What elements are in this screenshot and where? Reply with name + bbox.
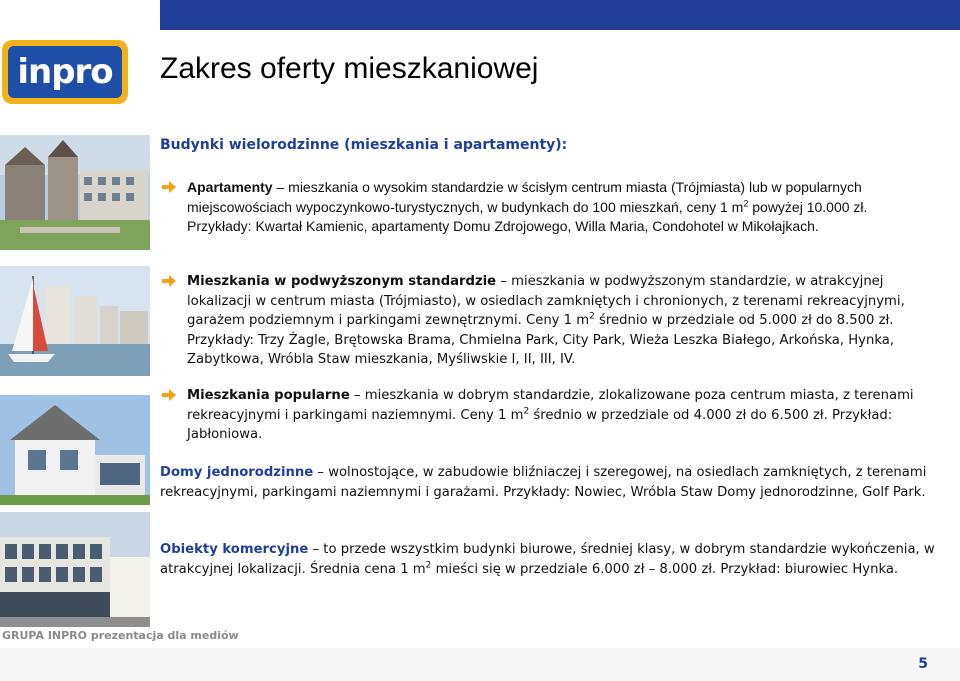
superscript: 2: [425, 560, 432, 571]
para-text-cont: mieści się w przedziale 6.000 zł – 8.000 zł. Przykład: biurowiec Hynka.: [431, 561, 899, 577]
para-term: Obiekty komercyjne: [160, 542, 309, 557]
page-title: Zakres oferty mieszkaniowej: [160, 52, 539, 85]
top-bar: [160, 0, 960, 30]
para-obiekty: [160, 540, 950, 579]
arrow-right-icon: [162, 388, 176, 402]
bullet-term: Apartamenty: [187, 179, 273, 195]
bullet-term: Mieszkania w podwyższonym standardzie: [187, 274, 497, 289]
bottom-bar: [0, 648, 960, 681]
para-text: – wolnostojące, w zabudowie bliźniaczej i szeregowej, na osiedlach zamkniętych, z terenami rekreacyjnymi, parkingami naziemnymi i garażami. Przykłady: Nowiec, Wróbla Staw Domy jednorodzinne, Golf Park.: [160, 465, 927, 500]
bullet-popularne: [162, 386, 922, 445]
para-term: Domy jednorodzinne: [160, 465, 314, 480]
bullet-text: – mieszkania w dobrym standardzie, zlokalizowane poza centrum miasta, z terenami rekreacyjnymi i parkingami naziemnymi. Ceny 1 m: [187, 388, 914, 423]
arrow-right-icon: [162, 180, 176, 194]
bullet-apartamenty: [162, 178, 922, 237]
bullet-text: – mieszkania o wysokim standardzie w ścisłym centrum miasta (Trójmiasta) lub w popularnych miejscowościach wypoczynkowo-turystycznych, w budynkach do 100 mieszkań, ceny 1 m: [187, 179, 862, 215]
page-number: 5: [918, 656, 928, 672]
photo-sailboat: [0, 266, 150, 376]
photo-office: [0, 512, 150, 627]
para-domy: [160, 463, 950, 502]
bullet-text-cont: powyżej 10.000 zł. Przykłady: Kwartał Kamienic, apartamenty Domu Zdrojowego, Willa Maria, Condohotel w Mikołajkach.: [187, 198, 868, 234]
section-subtitle: Budynki wielorodzinne (mieszkania i apartamenty):: [160, 137, 568, 153]
inpro-logo: [2, 40, 128, 104]
bullet-text-cont: średnio w przedziale od 5.000 zł do 8.500 zł. Przykłady: Trzy Żagle, Brętowska Brama, Chmielna Park, City Park, Wieża Leszka Białego, Arkońska, Hynka, Zabytkowa, Wróbla Staw mieszkania, Myśliwskie I, II, III, IV.: [187, 313, 895, 367]
bullet-podwyzszony: [162, 272, 922, 370]
footer-text: GRUPA INPRO prezentacja dla mediów: [2, 629, 239, 642]
para-text: – to przede wszystkim budynki biurowe, średniej klasy, w dobrym standardzie wykończenia, w atrakcyjnej lokalizacji. Średnia cena 1 m: [160, 542, 935, 577]
bullet-text: – mieszkania w podwyższonym standardzie, w atrakcyjnej lokalizacji w centrum miasta (Trójmiasto), w osiedlach zamkniętych i chronionych, z terenami rekreacyjnymi, garażem podziemnym i parkingami zewnętrznymi. Ceny 1 m: [187, 274, 905, 328]
bullet-text-cont: średnio w przedziale od 4.000 zł do 6.500 zł. Przykład: Jabłoniowa.: [187, 407, 893, 442]
superscript: 2: [523, 406, 530, 417]
arrow-right-icon: [162, 274, 176, 288]
photo-apartments: [0, 135, 150, 250]
bullet-term: Mieszkania popularne: [187, 388, 350, 403]
logo-text: inpro: [8, 46, 122, 98]
superscript: 2: [589, 311, 595, 322]
photo-house: [0, 395, 150, 505]
superscript: 2: [743, 197, 749, 208]
